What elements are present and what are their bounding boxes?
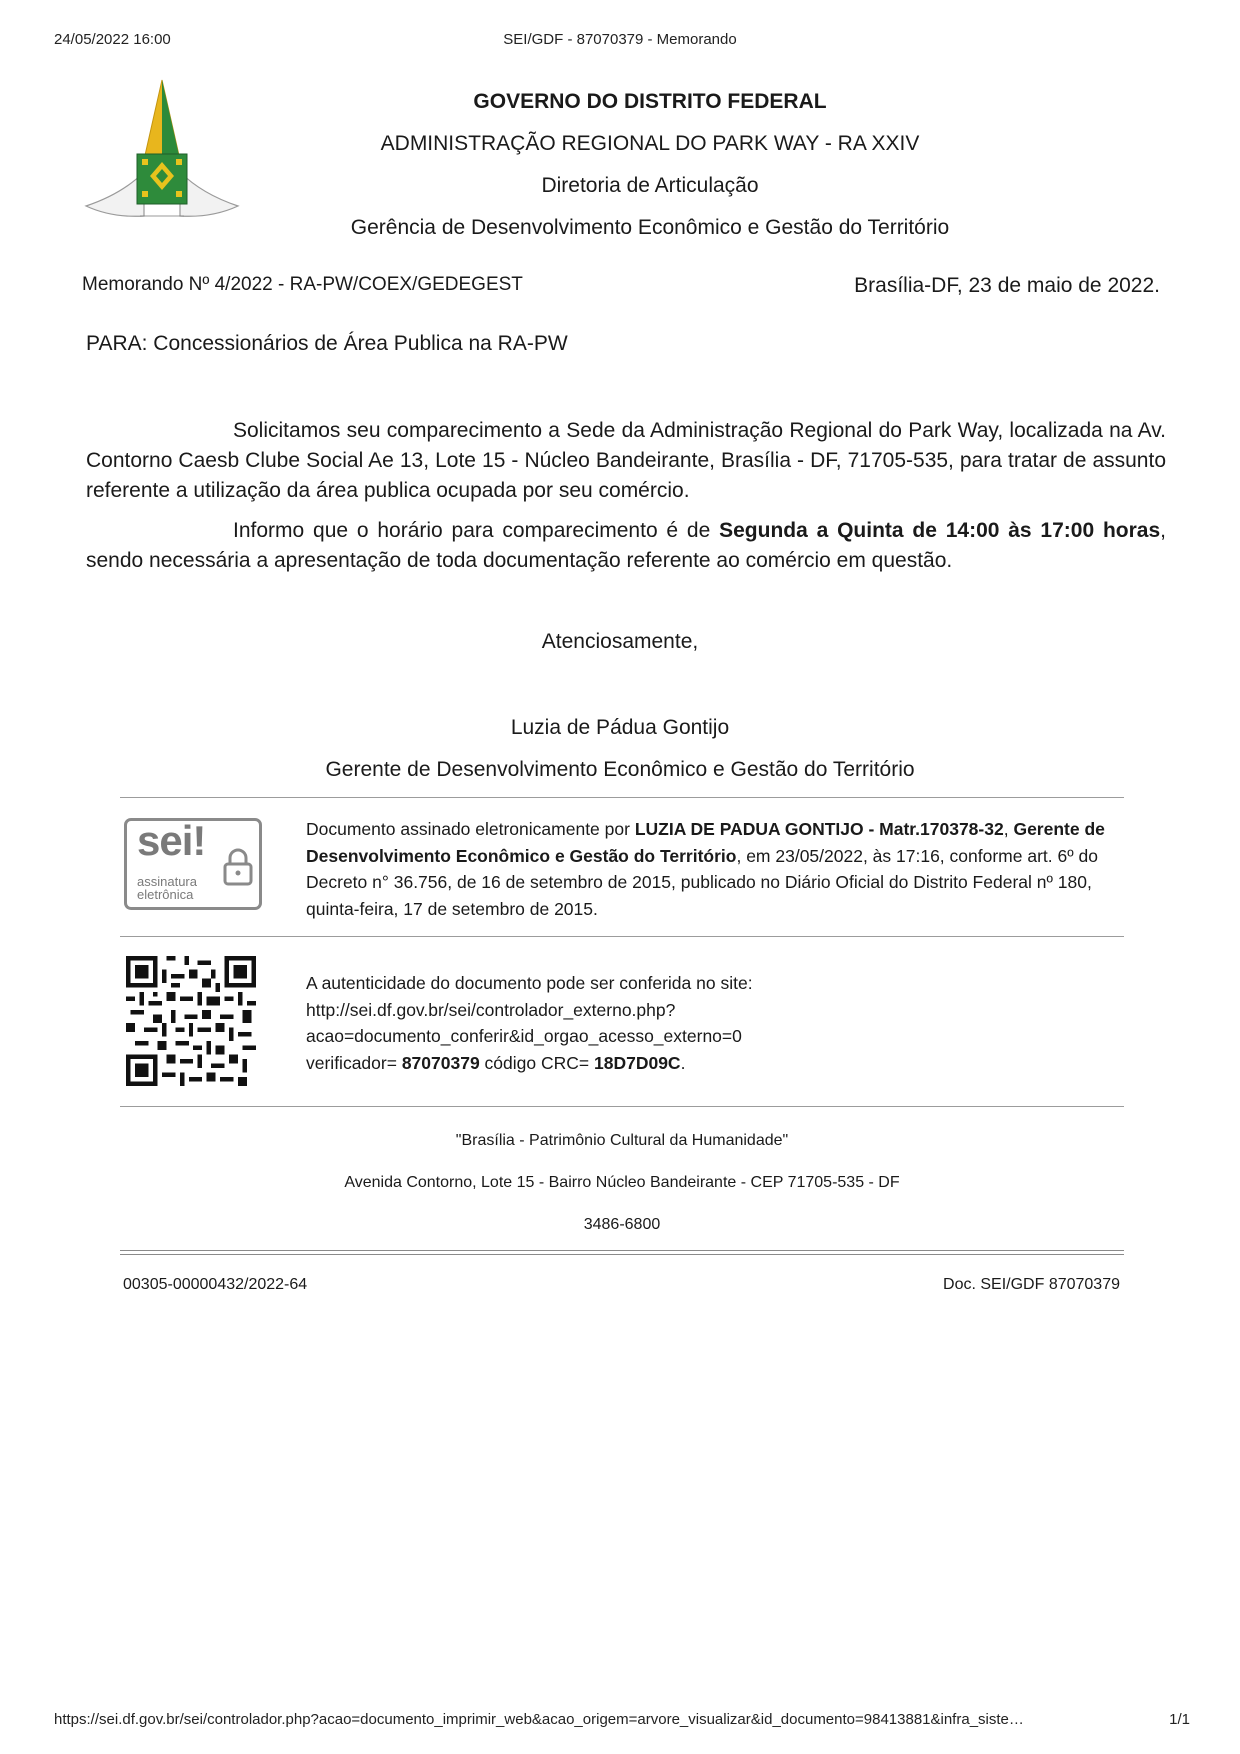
- footer-address: Avenida Contorno, Lote 15 - Bairro Núcleo Bandeirante - CEP 71705-535 - DF: [344, 1174, 900, 1191]
- footer-motto: "Brasília - Patrimônio Cultural da Humanidade": [455, 1132, 789, 1149]
- memo-number: Memorando Nº 4/2022 - RA-PW/COEX/GEDEGEST: [82, 274, 523, 295]
- body-paragraph-2-pre: Informo que o horário para comparecimento é de: [233, 519, 720, 542]
- authenticity-url-1: http://sei.df.gov.br/sei/controlador_externo.php?: [306, 999, 676, 1020]
- print-page-title: SEI/GDF - 87070379 - Memorando: [503, 31, 737, 48]
- verifier-code: 87070379: [401, 1052, 480, 1073]
- qr-code: [126, 956, 256, 1091]
- header-management: Gerência de Desenvolvimento Econômico e Gestão do Território: [350, 216, 950, 239]
- footer-phone: 3486-6800: [583, 1216, 661, 1233]
- signature-text-2: ,: [1003, 819, 1009, 839]
- codes-end: .: [680, 1052, 686, 1073]
- seal-caption-1: assinatura: [137, 874, 197, 889]
- padlock-icon: [221, 847, 255, 887]
- document-reference: Doc. SEI/GDF 87070379: [943, 1276, 1120, 1293]
- body-paragraph-1-text: Solicitamos seu comparecimento a Sede da Administração Regional do Park Way, localizada na Av. Contorno Caesb Clube Social Ae 13, Lote 15 - Núcleo Bandeirante, Brasília - DF, 71705-535, para tratar de assunto referente a utilização da área publica ocupada por seu comércio.: [86, 419, 1166, 502]
- body-paragraph-2-post: , sendo necessária a apresentação de toda documentação referente ao comércio em questão.: [86, 519, 1166, 572]
- crc-label: código CRC=: [479, 1052, 594, 1073]
- body-paragraph-2-schedule: Segunda a Quinta de 14:00 às 17:00 horas: [719, 519, 1161, 542]
- closing-text: Atenciosamente,: [541, 630, 699, 653]
- divider: [120, 797, 1124, 798]
- signature-signer: LUZIA DE PADUA GONTIJO - Matr.170378-32: [634, 819, 1004, 839]
- header-directorate: Diretoria de Articulação: [541, 174, 759, 197]
- memo-recipient: PARA: Concessionários de Área Publica na RA-PW: [86, 332, 568, 355]
- memo-date: Brasília-DF, 23 de maio de 2022.: [854, 274, 1160, 297]
- process-number: 00305-00000432/2022-64: [123, 1276, 308, 1293]
- authenticity-codes: [306, 1050, 1126, 1077]
- divider: [120, 936, 1124, 937]
- gdf-coat-of-arms-logo: [82, 76, 242, 226]
- body-paragraph-2: [86, 516, 1166, 576]
- signature-text-3: , em 23/05/2022, às 17:16, conforme art. 6º do Decreto n° 36.756, de 16 de setembro de 2015, publicado no Diário Oficial do Distrito Federal nº 180, quinta-feira, 17 de setembro de 2015.: [306, 845, 1098, 919]
- signer-role: Gerente de Desenvolvimento Econômico e Gestão do Território: [325, 758, 915, 781]
- authenticity-statement: [306, 970, 1126, 1076]
- header-administration: ADMINISTRAÇÃO REGIONAL DO PARK WAY - RA XXIV: [380, 132, 920, 155]
- signature-statement: [306, 816, 1126, 922]
- header-government: GOVERNO DO DISTRITO FEDERAL: [473, 90, 827, 113]
- body-paragraph-1: [86, 416, 1166, 506]
- seal-caption-2: eletrônica: [137, 887, 194, 902]
- verifier-label: verificador=: [306, 1052, 402, 1073]
- authenticity-url-2: acao=documento_conferir&id_orgao_acesso_externo=0: [306, 1026, 742, 1046]
- seal-logo-text: sei!: [137, 817, 206, 864]
- divider: [120, 1106, 1124, 1107]
- crc-code: 18D7D09C: [593, 1052, 681, 1073]
- print-page-count: 1/1: [1169, 1711, 1190, 1728]
- signature-role: Gerente de Desenvolvimento Econômico e Gestão do Território: [306, 819, 1105, 866]
- print-url: https://sei.df.gov.br/sei/controlador.php?acao=documento_imprimir_web&acao_origem=arvore_visualizar&id_documento=98413881&infra_siste…: [54, 1711, 1024, 1728]
- footer-double-rule: [120, 1250, 1124, 1255]
- signature-text-1: Documento assinado eletronicamente por: [306, 819, 635, 839]
- signer-name: Luzia de Pádua Gontijo: [510, 716, 730, 739]
- authenticity-text: A autenticidade do documento pode ser conferida no site:: [306, 973, 753, 993]
- sei-signature-seal: [124, 818, 262, 910]
- print-datetime: 24/05/2022 16:00: [54, 31, 171, 48]
